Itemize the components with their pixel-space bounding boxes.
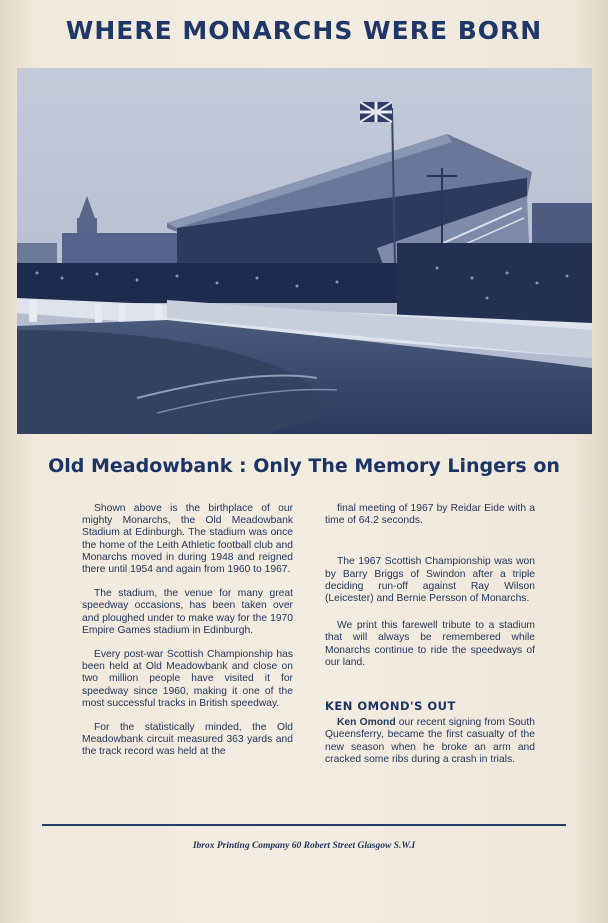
paragraph: The 1967 Scottish Championship was won by Barry Briggs of Swindon after a triple deciding run-off against Ray Wilson (Leicester) and Bernie Persson of Monarchs. (325, 556, 535, 605)
page-title: WHERE MONARCHS WERE BORN (65, 16, 543, 45)
paragraph: final meeting of 1967 by Reidar Eide with a time of 64.2 seconds. (325, 503, 535, 527)
news-lead-name: Ken Omond (337, 717, 396, 729)
footer-divider (42, 824, 566, 826)
article-right-column (325, 503, 535, 778)
paragraph: Shown above is the birthplace of our mighty Monarchs, the Old Meadowbank Stadium at Edinburgh. The stadium was once the home of the Leith Athletic football club and Monarchs moved in during 1948 and reigned there until 1954 and again from 1960 to 1967. (82, 503, 293, 576)
news-body: our recent signing from South Queensferry, became the first casualty of the new season when he broke an arm and cracked some ribs during a crash in trials. (325, 717, 535, 765)
paragraph: For the statistically minded, the Old Meadowbank circuit measured 363 yards and the track record was held at the (82, 722, 293, 758)
article-headline: Old Meadowbank : Only The Memory Lingers on (48, 455, 560, 477)
news-paragraph (325, 717, 535, 766)
article-left-column (82, 503, 293, 771)
paragraph: The stadium, the venue for many great speedway occasions, has been taken over and ploughed under to make way for the 1970 Empire Games stadium in Edinburgh. (82, 588, 293, 636)
stadium-photo (17, 68, 592, 434)
paragraph: Every post-war Scottish Championship has been held at Old Meadowbank and close on two million people have visited it for speedway since 1960, making it one of the most successful tracks in British speedway. (82, 649, 293, 709)
paragraph: We print this farewell tribute to a stadium that will always be remembered while Monarchs continue to ride the speedways of our land. (325, 620, 535, 668)
news-heading: KEN OMOND'S OUT (325, 699, 456, 714)
printer-credit: Ibrox Printing Company 60 Robert Street Glasgow S.W.I (192, 841, 416, 851)
